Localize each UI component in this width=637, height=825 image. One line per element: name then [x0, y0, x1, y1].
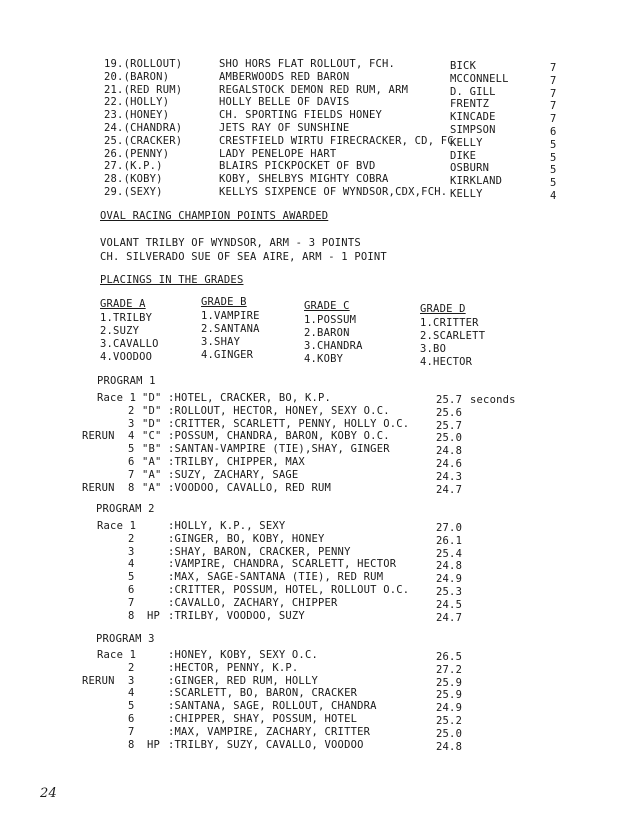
entry-dog-name: KELLYS SIXPENCE OF WYNDSOR,CDX,FCH.	[219, 186, 448, 198]
grade-placing: 4.KOBY	[304, 353, 344, 365]
race-entrants: :SANTANA, SAGE, ROLLOUT, CHANDRA	[168, 700, 377, 713]
race-label: 4	[128, 430, 135, 443]
entry-owner: OSBURN	[450, 162, 490, 175]
entry-points: 7	[550, 100, 557, 113]
race-grade: "A"	[142, 481, 162, 494]
race-grade: "D"	[142, 417, 162, 430]
grade-title: GRADE C	[304, 300, 350, 312]
race-time: 24.7	[436, 483, 463, 496]
grade-placing: 1.CRITTER	[420, 317, 479, 329]
entry-points: 6	[550, 126, 557, 138]
race-entrants: :TRILBY, SUZY, CAVALLO, VOODOO	[168, 738, 364, 751]
entry-points: 7	[550, 87, 557, 100]
race-time: 24.8	[436, 740, 463, 753]
entry-number: 25.(CRACKER)	[104, 134, 183, 147]
entry-owner: BICK	[450, 60, 477, 72]
grade-placing: 4.VOODOO	[100, 351, 153, 363]
entry-owner: MCCONNELL	[450, 72, 509, 85]
race-time: 24.3	[436, 470, 463, 483]
race-time: 24.7	[436, 611, 463, 624]
race-time: 25.4	[436, 547, 463, 560]
entry-owner: KIRKLAND	[450, 175, 503, 188]
entry-points: 4	[550, 190, 557, 202]
race-entrants: :VAMPIRE, CHANDRA, SCARLETT, HECTOR	[168, 558, 397, 571]
race-entrants: :TRILBY, VOODOO, SUZY	[168, 609, 305, 622]
race-label: 4	[128, 558, 135, 571]
race-time: 25.7	[436, 394, 463, 406]
entry-number: 29.(SEXY)	[104, 186, 163, 198]
entry-points: 7	[550, 74, 557, 87]
race-entrants: :HONEY, KOBY, SEXY O.C.	[168, 649, 318, 661]
race-label: Race 1	[97, 520, 137, 532]
race-entrants: :GINGER, RED RUM, HOLLY	[168, 674, 318, 687]
entry-dog-name: LADY PENELOPE HART	[219, 147, 337, 160]
race-time: 25.9	[436, 676, 463, 689]
grade-placing: 4.GINGER	[201, 349, 254, 361]
race-grade: HP	[147, 738, 161, 751]
entry-dog-name: JETS RAY OF SUNSHINE	[219, 122, 350, 134]
race-label: 8	[128, 481, 135, 494]
race-label: 5	[128, 571, 135, 584]
race-entrants: :CRITTER, POSSUM, HOTEL, ROLLOUT O.C.	[168, 584, 410, 596]
entry-points: 7	[550, 62, 557, 74]
race-entrants: :HOTEL, CRACKER, BO, K.P.	[168, 392, 332, 404]
race-grade: "C"	[142, 430, 162, 443]
race-label: 6	[128, 456, 135, 468]
race-label: 7	[128, 725, 135, 738]
race-entrants: :MAX, SAGE-SANTANA (TIE), RED RUM	[168, 571, 384, 584]
race-entrants: :MAX, VAMPIRE, ZACHARY, CRITTER	[168, 725, 371, 738]
race-entrants: :GINGER, BO, KOBY, HONEY	[168, 532, 325, 545]
race-entrants: :SCARLETT, BO, BARON, CRACKER	[168, 687, 358, 700]
race-grade: "A"	[142, 456, 162, 468]
race-entrants: :HOLLY, K.P., SEXY	[168, 520, 286, 532]
program-title: PROGRAM 2	[96, 503, 155, 515]
race-entrants: :HECTOR, PENNY, K.P.	[168, 661, 299, 674]
entry-dog-name: KOBY, SHELBYS MIGHTY COBRA	[219, 173, 389, 186]
entry-dog-name: BLAIRS PICKPOCKET OF BVD	[219, 160, 376, 173]
race-label: 4	[128, 687, 135, 700]
grade-placing: 4.HECTOR	[420, 356, 473, 368]
oval-line: CH. SILVERADO SUE OF SEA AIRE, ARM - 1 POINT	[100, 251, 387, 263]
rerun-label: RERUN	[82, 674, 115, 687]
race-entrants: :ROLLOUT, HECTOR, HONEY, SEXY O.C.	[168, 404, 390, 417]
race-label: 3	[128, 545, 135, 558]
entry-points: 5	[550, 138, 557, 151]
entry-dog-name: CH. SPORTING FIELDS HONEY	[219, 109, 383, 122]
race-label: 7	[128, 468, 135, 481]
entry-number: 22.(HOLLY)	[104, 96, 170, 109]
grade-title: GRADE B	[201, 296, 247, 308]
race-label: Race 1	[97, 649, 137, 661]
entry-owner: FRENTZ	[450, 98, 490, 111]
race-entrants: :POSSUM, CHANDRA, BARON, KOBY O.C.	[168, 430, 390, 443]
oval-heading: OVAL RACING CHAMPION POINTS AWARDED	[100, 210, 329, 222]
race-entrants: :CHIPPER, SHAY, POSSUM, HOTEL	[168, 713, 358, 725]
oval-line: VOLANT TRILBY OF WYNDSOR, ARM - 3 POINTS	[100, 237, 361, 249]
entry-points: 7	[550, 113, 557, 126]
race-time: 26.1	[436, 534, 463, 547]
entry-number: 20.(BARON)	[104, 70, 170, 83]
entry-number: 23.(HONEY)	[104, 109, 170, 122]
race-grade: "D"	[142, 392, 162, 404]
race-time: 24.9	[436, 573, 463, 586]
grade-placing: 3.BO	[420, 343, 447, 355]
grade-title: GRADE A	[100, 298, 146, 310]
race-label: 2	[128, 532, 135, 545]
entry-number: 24.(CHANDRA)	[104, 122, 183, 134]
race-grade: "A"	[142, 468, 162, 481]
grade-placing: 3.CHANDRA	[304, 340, 363, 352]
entry-dog-name: SHO HORS FLAT ROLLOUT, FCH.	[219, 58, 396, 70]
rerun-label: RERUN	[82, 481, 115, 494]
entry-points: 5	[550, 151, 557, 164]
race-label: 8	[128, 609, 135, 622]
race-label: 8	[128, 738, 135, 751]
race-entrants: :SUZY, ZACHARY, SAGE	[168, 468, 299, 481]
entry-owner: KELLY	[450, 136, 483, 149]
race-entrants: :SANTAN-VAMPIRE (TIE),SHAY, GINGER	[168, 443, 390, 456]
race-time: 27.2	[436, 663, 463, 676]
race-label: 3	[128, 674, 135, 687]
race-time: 24.5	[436, 598, 463, 611]
race-label: 2	[128, 404, 135, 417]
entry-number: 19.(ROLLOUT)	[104, 58, 183, 70]
entry-number: 21.(RED RUM)	[104, 83, 183, 96]
entry-number: 26.(PENNY)	[104, 147, 170, 160]
race-entrants: :VOODOO, CAVALLO, RED RUM	[168, 481, 332, 494]
race-label: 5	[128, 443, 135, 456]
race-time: 24.6	[436, 458, 463, 470]
time-unit: seconds	[470, 394, 516, 406]
race-entrants: :TRILBY, CHIPPER, MAX	[168, 456, 305, 468]
grade-placing: 1.POSSUM	[304, 314, 357, 326]
race-time: 25.0	[436, 432, 463, 445]
race-time: 24.9	[436, 702, 463, 715]
grade-placing: 1.TRILBY	[100, 312, 153, 324]
entry-owner: DIKE	[450, 149, 477, 162]
entry-points: 5	[550, 164, 557, 177]
race-time: 24.8	[436, 560, 463, 573]
race-label: Race 1	[97, 392, 137, 404]
race-entrants: :CRITTER, SCARLETT, PENNY, HOLLY O.C.	[168, 417, 410, 430]
entry-dog-name: REGALSTOCK DEMON RED RUM, ARM	[219, 83, 409, 96]
race-time: 27.0	[436, 522, 463, 534]
race-entrants: :SHAY, BARON, CRACKER, PENNY	[168, 545, 351, 558]
grade-title: GRADE D	[420, 303, 466, 315]
race-time: 25.9	[436, 689, 463, 702]
entry-owner: D. GILL	[450, 85, 496, 98]
rerun-label: RERUN	[82, 430, 115, 443]
entry-dog-name: AMBERWOODS RED BARON	[219, 70, 350, 83]
race-time: 25.6	[436, 406, 463, 419]
entry-number: 27.(K.P.)	[104, 160, 163, 173]
race-time: 25.3	[436, 586, 463, 598]
grade-placing: 2.SANTANA	[201, 323, 260, 335]
program-title: PROGRAM 1	[97, 375, 156, 387]
entry-dog-name: CRESTFIELD WIRTU FIRECRACKER, CD, FC	[219, 134, 454, 147]
race-label: 6	[128, 713, 135, 725]
grade-placing: 3.CAVALLO	[100, 338, 159, 350]
grade-placing: 3.SHAY	[201, 336, 241, 348]
grade-placing: 2.SUZY	[100, 325, 140, 337]
race-time: 24.8	[436, 445, 463, 458]
race-time: 26.5	[436, 651, 463, 663]
race-entrants: :CAVALLO, ZACHARY, CHIPPER	[168, 596, 338, 609]
entry-owner: SIMPSON	[450, 124, 496, 136]
race-label: 7	[128, 596, 135, 609]
entry-dog-name: HOLLY BELLE OF DAVIS	[219, 96, 350, 109]
race-label: 3	[128, 417, 135, 430]
entry-owner: KELLY	[450, 188, 483, 200]
grade-placing: 2.BARON	[304, 327, 350, 339]
program-title: PROGRAM 3	[96, 633, 155, 645]
race-time: 25.2	[436, 715, 463, 727]
grade-placing: 1.VAMPIRE	[201, 310, 260, 322]
race-grade: "B"	[142, 443, 162, 456]
entry-number: 28.(KOBY)	[104, 173, 163, 186]
entry-owner: KINCADE	[450, 111, 496, 124]
entry-points: 5	[550, 177, 557, 190]
race-label: 2	[128, 661, 135, 674]
race-grade: HP	[147, 609, 161, 622]
race-time: 25.7	[436, 419, 463, 432]
grade-placing: 2.SCARLETT	[420, 330, 486, 342]
race-grade: "D"	[142, 404, 162, 417]
race-label: 5	[128, 700, 135, 713]
race-label: 6	[128, 584, 135, 596]
page-number: 24	[40, 786, 57, 801]
race-time: 25.0	[436, 727, 463, 740]
placings-heading: PLACINGS IN THE GRADES	[100, 274, 244, 286]
